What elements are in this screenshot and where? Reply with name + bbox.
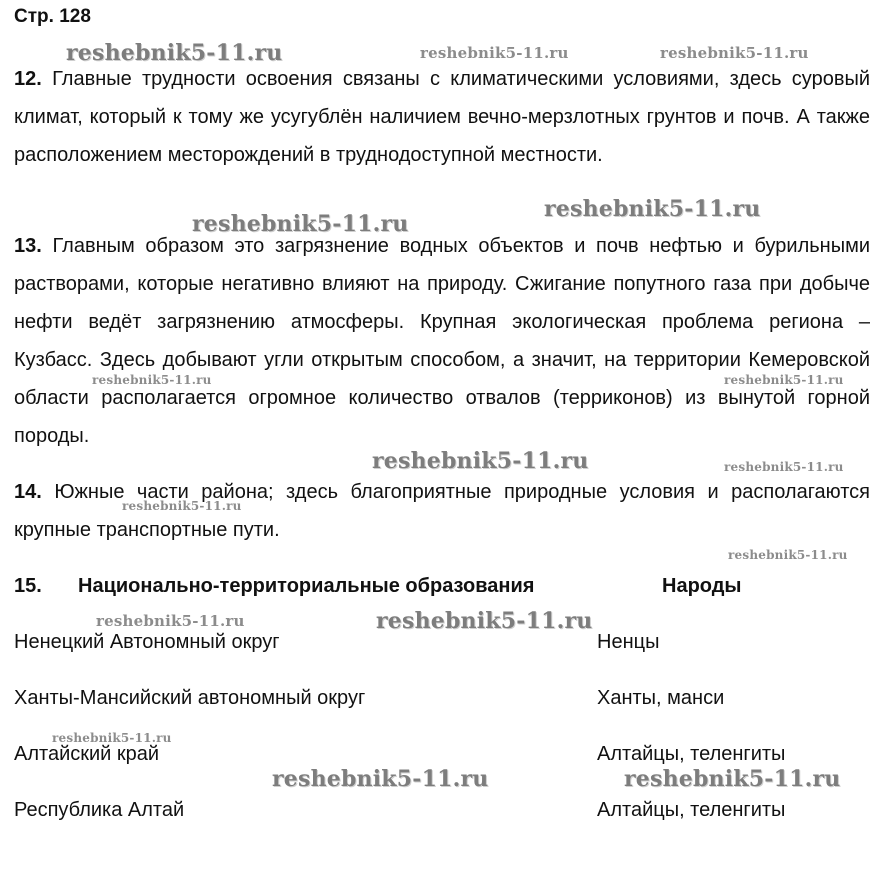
table-row <box>14 628 870 656</box>
table-cell-people: Алтайцы, теленгиты <box>597 799 786 821</box>
paragraph-number: 14. <box>14 481 42 503</box>
paragraph-text: Главные трудности освоения связаны с климатическими условиями, здесь суровый климат, который к тому же усугублён наличием вечно-мерзлотных грунтов и почв. А также расположением месторождений в труднодоступной местности. <box>14 68 870 166</box>
paragraph-text: Южные части района; здесь благоприятные природные условия и располагаются крупные транспортные пути. <box>14 481 871 541</box>
paragraph-number: 12. <box>14 68 42 90</box>
watermark: reshebnik5-11.ru <box>372 448 589 474</box>
paragraph-number: 13. <box>14 235 42 257</box>
watermark: reshebnik5-11.ru <box>420 44 569 62</box>
watermark: reshebnik5-11.ru <box>376 608 593 634</box>
watermark: reshebnik5-11.ru <box>660 44 809 62</box>
watermark: reshebnik5-11.ru <box>724 373 844 387</box>
table-row <box>14 740 870 768</box>
table-header-right: Народы <box>662 575 742 597</box>
page-header: Стр. 128 <box>14 6 91 27</box>
watermark: reshebnik5-11.ru <box>544 196 761 222</box>
table-row <box>14 796 870 824</box>
table-header-left: Национально-территориальные образования <box>78 575 535 597</box>
watermark: reshebnik5-11.ru <box>624 766 841 792</box>
paragraph-12 <box>14 60 870 174</box>
watermark: reshebnik5-11.ru <box>272 766 489 792</box>
table-cell-people: Ненцы <box>597 631 660 653</box>
watermark: reshebnik5-11.ru <box>96 612 245 630</box>
watermark: reshebnik5-11.ru <box>52 731 172 745</box>
watermark: reshebnik5-11.ru <box>728 548 848 562</box>
table-cell-people: Алтайцы, теленгиты <box>597 743 786 765</box>
table-cell-region: Республика Алтай <box>14 799 185 821</box>
paragraph-text: Главным образом это загрязнение водных объектов и почв нефтью и бурильными растворами, которые негативно влияют на природу. Сжигание попутного газа при добыче нефти ведёт загрязнению атмосферы. Крупная экологическая проблема региона – Кузбасс. Здесь добывают угли открытым способом, а значит, на территории Кемеровской области располагается огромное количество отвалов (терриконов) из вынутой горной породы. <box>14 235 870 447</box>
watermark: reshebnik5-11.ru <box>122 499 242 513</box>
watermark: reshebnik5-11.ru <box>192 211 409 237</box>
table-cell-region: Ханты-Мансийский автономный округ <box>14 687 366 709</box>
watermark: reshebnik5-11.ru <box>724 460 844 474</box>
watermark: reshebnik5-11.ru <box>66 40 283 66</box>
table-row <box>14 684 870 712</box>
watermark: reshebnik5-11.ru <box>92 373 212 387</box>
table-cell-region: Алтайский край <box>14 743 160 765</box>
paragraph-13 <box>14 227 870 455</box>
table-cell-people: Ханты, манси <box>597 687 725 709</box>
table-cell-region: Ненецкий Автономный округ <box>14 631 280 653</box>
table-number: 15. <box>14 575 42 597</box>
table-header-row <box>14 572 870 600</box>
paragraph-14 <box>14 473 870 549</box>
